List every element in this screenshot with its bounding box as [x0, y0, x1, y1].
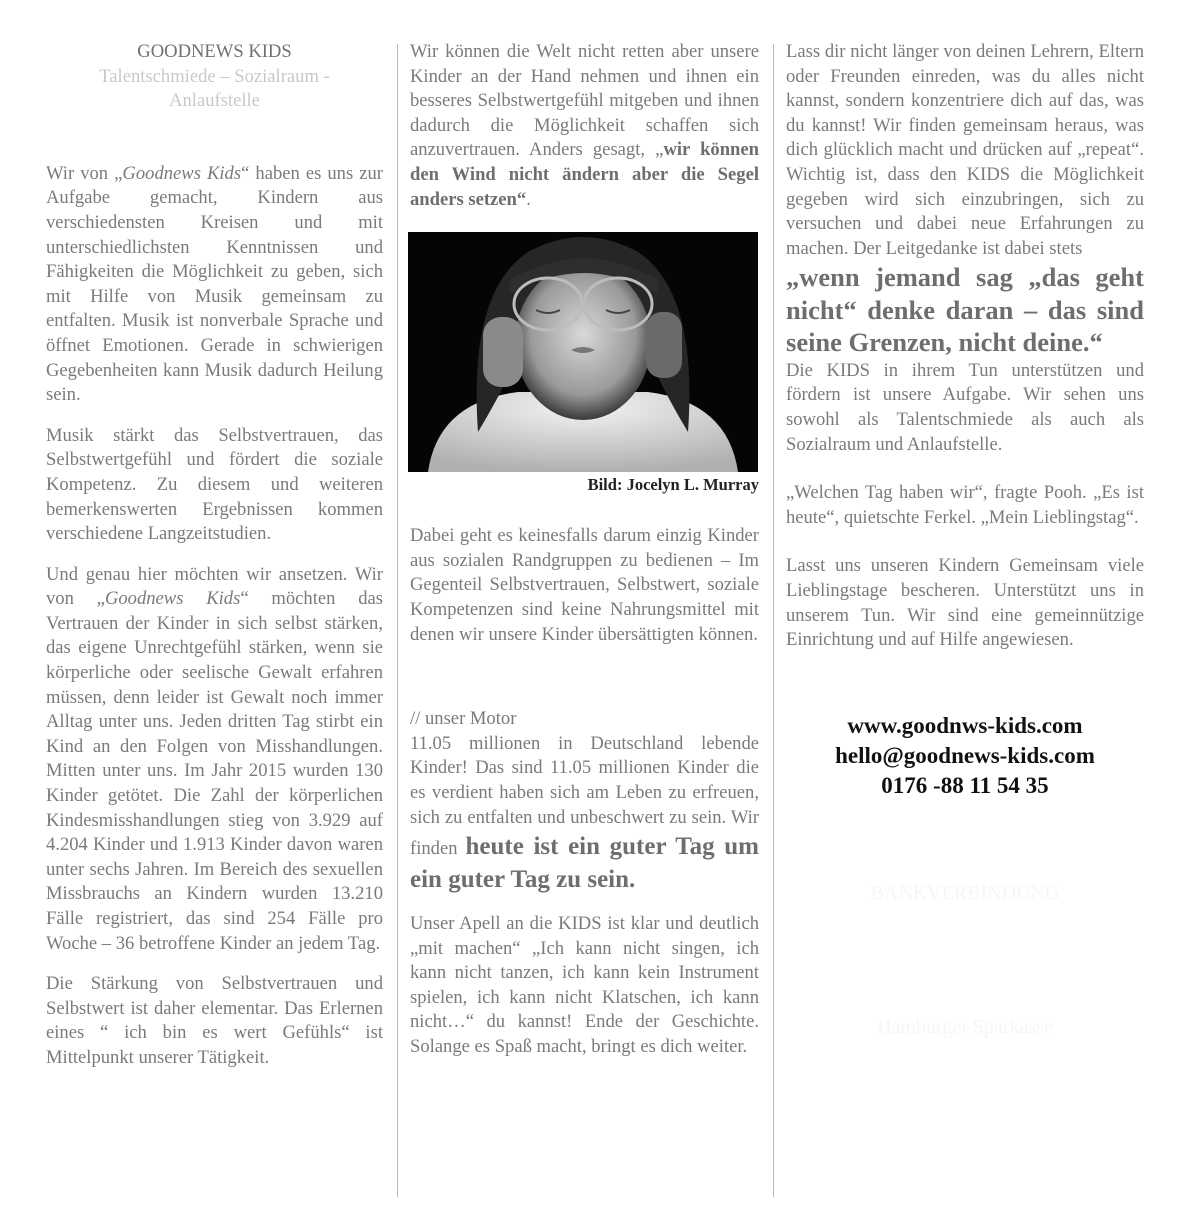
statistics-paragraph [46, 563, 383, 957]
wind-quote: wir können den Wind nicht ändern aber die Segel anders setzen“ [410, 139, 759, 210]
subtitle-line: Anlaufstelle [169, 90, 260, 112]
groups-paragraph: Dabei geht es keinesfalls darum einzig Kinder aus sozialen Randgruppen zu bedienen – Im Gegenteil Selbstvertrauen, Selbstwert, soziale Kompetenzen sind keine Nahrungsmittel mit denen wir unsere Kinder übersättigten können. [410, 525, 759, 645]
text: “ haben es uns zur Aufgabe gemacht, Kindern aus verschiedensten Kreisen und mit unterschiedlichsten Kenntnissen und Fähigkeiten die Möglichkeit zu geben, sich mit Hilfe von Musik gemeinsam zu entfalten. Musik ist nonverbale Sprache und öffnet Emotionen. Gerade in schwierigen Gegebenheiten kann Musik dadurch Heilung sein. [46, 162, 384, 406]
guiding-quote-line: „wenn jemand sag „das geht [786, 262, 1144, 293]
email-link[interactable]: hello@goodnews-kids.com [835, 742, 1095, 768]
column-divider [773, 44, 774, 1197]
encouragement-paragraph: Lass dir nicht länger von deinen Lehrern, Eltern oder Freunden einreden, was du alles nicht kannst, sondern konzentriere dich auf das, was du kannst! Wir finden gemeinsam heraus, was dich glücklich macht und drücken auf „repeat“. Wichtig ist, dass den KIDS die Möglichkeit gegeben wird sich einzubringen, sich zu versuchen und dabei neue Erfahrungen zu machen. Der Leitgedanke ist dabei stets [786, 41, 1144, 259]
website-link[interactable]: www.goodnws-kids.com [847, 712, 1083, 738]
text: 11.05 millionen in Deutschland lebende Kinder! Das sind 11.05 millionen Kinder die es verdient haben sich am Leben zu erfreuen, sich zu entfalten und unbeschwert zu sein. Wir finden [410, 732, 759, 860]
bank-details-faint [786, 881, 1144, 1039]
subtitle-line: Talentschmiede – Sozialraum - [99, 65, 330, 87]
support-paragraph: Lasst uns unseren Kindern Gemeinsam viele Lieblingstage bescheren. Unterstützt uns in unserem Tun. Wir sind eine gemeinnützige Einrichtung und auf Hilfe angewiesen. [786, 555, 1144, 651]
guiding-quote-line: seine Grenzen, nicht deine.“ [786, 327, 1103, 358]
brand-name: Goodnews Kids [122, 162, 242, 184]
music-paragraph: Musik stärkt das Selbstvertrauen, das Selbstwertgefühl und fördert die soziale Kompetenz. Zu diesem und weiteren bemerkenswerten Ergebnissen kommen verschiedene Langzeitstudien. [46, 424, 383, 545]
self-worth-paragraph: Die Stärkung von Selbstvertrauen und Selbstwert ist daher elementar. Das Erlernen eines “ ich bin es wert Gefühls“ ist Mittelpunkt unserer Tätigkeit. [46, 973, 383, 1068]
child-headphones-photo [408, 232, 758, 472]
good-day-slogan: heute ist ein guter Tag um ein guter Tag zu sein. [410, 833, 759, 894]
mission-paragraph: Die KIDS in ihrem Tun unterstützen und fördern ist unsere Aufgabe. Wir sehen uns sowohl als Talentschmiede als auch als Sozialraum und Anlaufstelle. [786, 359, 1144, 455]
page-title: GOODNEWS KIDS [137, 41, 292, 62]
photo-caption: Bild: Jocelyn L. Murray [587, 475, 759, 495]
text: Und genau hier möchten wir ansetzen. Wir von „ [46, 563, 383, 610]
guiding-quote-line: nicht“ denke daran – das sind [786, 294, 1144, 325]
page-subtitle [46, 65, 383, 114]
phone-number: 0176 -88 11 54 35 [881, 772, 1049, 798]
text: Wir von „ [46, 162, 123, 184]
contact-block [786, 711, 1144, 801]
text: “ möchten das Vertrauen der Kinder in sich selbst stärken, das eigene Unrechtgefühl stärken, wenn sie körperliche oder seelische Gewalt erfahren müssen, denn leider ist Gewalt noch immer Alltag unter uns. Jeden dritten Tag stirbt ein Kind an den Folgen von Misshandlungen. Mitten unter uns. Im Jahr 2015 wurden 130 Kinder getötet. Die Zahl der körperlichen Kindesmisshandlungen stieg von 3.929 auf 4.204 Kinder und 1.913 Kinder davon waren unter sechs Jahren. Im Bereich des sexuellen Missbrauchs an Kindern wurden 13.210 Fälle registriert, das sind 254 Fälle pro Woche – 36 betroffene Kinder an jedem Tag. [46, 588, 383, 954]
text: . [526, 188, 531, 210]
photo-image [408, 232, 758, 472]
column-1 [46, 40, 383, 1071]
column-divider [397, 44, 398, 1197]
world-paragraph [410, 40, 759, 212]
motor-paragraph [410, 732, 759, 896]
section-label: // unser Motor [410, 708, 517, 730]
bank-heading: BANKVERBINDUNG [870, 881, 1060, 904]
text: Wir können die Welt nicht retten aber unsere Kinder an der Hand nehmen und ihnen ein besseres Selbstwertgefühl mitgeben und ihnen dadurch die Möglichkeit schaffen sich anzuvertrauen. Anders gesagt, „ [410, 41, 759, 161]
brand-name: Goodnews Kids [104, 588, 241, 610]
pooh-quote-paragraph: „Welchen Tag haben wir“, fragte Pooh. „Es ist heute“, quietschte Ferkel. „Mein Lieblingstag“. [786, 482, 1144, 528]
appeal-paragraph: Unser Apell an die KIDS ist klar und deutlich „mit machen“ „Ich kann nicht singen, ich kann nicht tanzen, ich kann kein Instrument spielen, ich kann nicht Klatschen, ich kann nicht…“ du kannst! Ende der Geschichte. Solange es Spaß macht, bringt es dich weiter. [410, 913, 759, 1058]
bank-name: Hamburger Sparkasse [877, 1015, 1053, 1038]
column-2 [410, 40, 759, 1060]
intro-paragraph [46, 162, 383, 408]
column-3 [786, 40, 1144, 1039]
